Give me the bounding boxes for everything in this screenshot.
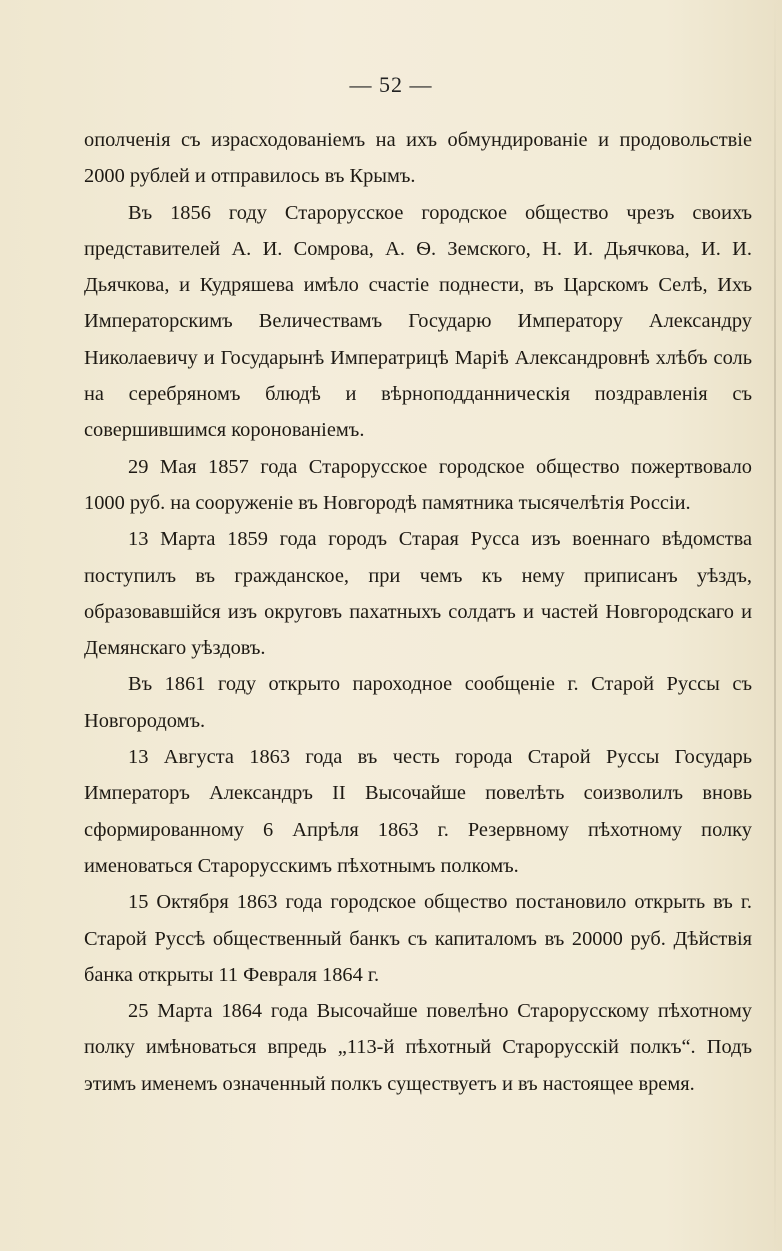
paragraph-3: 29 Мая 1857 года Старорусское городское общество пожертвовало 1000 руб. на сооруженіе въ Новгородѣ памятника тысячелѣтія Россіи. xyxy=(84,455,752,514)
body-text xyxy=(84,122,752,1102)
paragraph-8: 25 Марта 1864 года Высочайше повелѣно Старорусскому пѣхотному полку имѣноваться впредь „113-й пѣхотный Старорусскій полкъ“. Подъ этимъ именемъ означенный полкъ существуетъ и въ настоящее время. xyxy=(84,1000,752,1095)
paragraph-4: 13 Марта 1859 года городъ Старая Русса изъ военнаго вѣдомства поступилъ въ гражданское, при чемъ къ нему приписанъ уѣздъ, образовавшійся изъ округовъ пахатныхъ солдатъ и частей Новгородскаго и Демянскаго уѣздовъ. xyxy=(84,528,752,660)
page-number: — 52 — xyxy=(349,72,433,97)
paragraph-7: 15 Октября 1863 года городское общество постановило открыть въ г. Старой Руссѣ общественный банкъ съ капиталомъ въ 20000 руб. Дѣйствія банка открыты 11 Февраля 1864 г. xyxy=(84,891,752,986)
paragraph-5: Въ 1861 году открыто пароходное сообщеніе г. Старой Руссы съ Новгородомъ. xyxy=(84,673,752,732)
page-edge-shadow xyxy=(774,0,776,1251)
paragraph-2: Въ 1856 году Старорусское городское общество чрезъ своихъ представителей А. И. Сомрова, А. Ѳ. Земского, Н. И. Дьячкова, И. И. Дьячкова, и Кудряшева имѣло счастіе поднести, въ Царскомъ Селѣ, Ихъ Императорскимъ Величествамъ Государю Императору Александру Николаевичу и Государынѣ Императрицѣ Маріѣ Александровнѣ хлѣбъ соль на серебряномъ блюдѣ и вѣрноподданническія поздравленія съ совершившимся коронованіемъ. xyxy=(84,201,752,442)
paragraph-6: 13 Августа 1863 года въ честь города Старой Руссы Государь Императоръ Александръ II Высочайше повелѣть соизволилъ вновь сформированному 6 Апрѣля 1863 г. Резервному пѣхотному полку именоваться Старорусскимъ пѣхотнымъ полкомъ. xyxy=(84,746,752,877)
paragraph-1: ополченія съ израсходованіемъ на ихъ обмундированіе и продовольствіе 2000 рублей и отправилось въ Крымъ. xyxy=(84,129,752,188)
